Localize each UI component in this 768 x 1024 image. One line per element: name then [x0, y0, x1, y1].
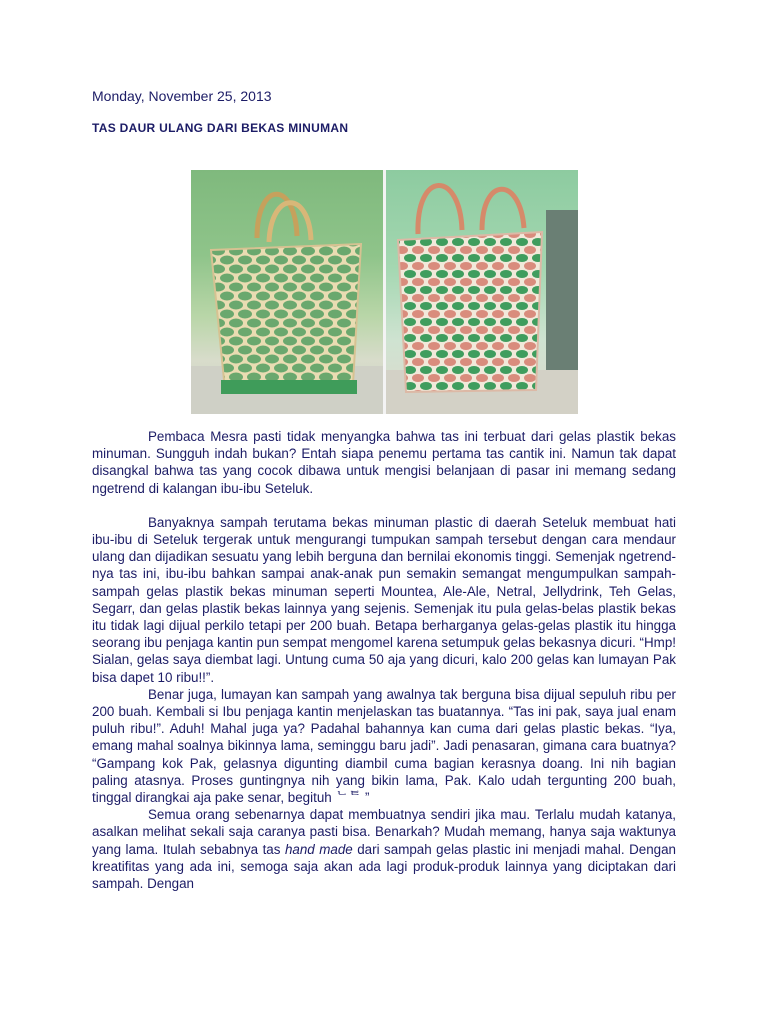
post-date: Monday, November 25, 2013 [92, 88, 272, 104]
article-body [92, 428, 676, 892]
paragraph-2: Banyaknya sampah terutama bekas minuman plastic di daerah Seteluk membuat hati ibu-ibu di Seteluk tergerak untuk mengurangi tumpukan sampah tersebut dengan cara mendaur ulang dan dijadikan sesuatu yang lebih berguna dan bernilai ekonomis tinggi. Semenjak ngetrend-nya tas ini, ibu-ibu bahkan sampai anak-anak pun semakin semangat mengumpulkan sampah-sampah gelas plastik bekas minuman seperti Mountea, Ale-Ale, Netral, Jellydrink, Teh Gelas, Segarr, dan gelas plastik bekas lainnya yang sejenis. Semenjak itu pula gelas-belas plastik bekas itu tidak lagi dijual perkilo tetapi per 200 buah. Betapa berharganya gelas-gelas plastik itu hingga seorang ibu penjaga kantin pun sempat mengomel karena setumpuk gelas bekasnya dicuri. “Hmp! Sialan, gelas saya diembat lagi. Untung cuma 50 aja yang dicuri, kalo 200 gelas kan lumayan Pak bisa dapet 10 ribu!!”. [92, 514, 676, 685]
paragraph-3: Benar juga, lumayan kan sampah yang awalnya tak berguna bisa dijual sepuluh ribu per 200 buah. Kembali si Ibu penjaga kantin menjelaskan tas buatannya. “Tas ini pak, saya jual enam puluh ribu!”. Aduh! Mahal juga ya? Padahal bahannya kan cuma dari gelas plastic bekas. “Iya, emang mahal soalnya bikinnya lama, seminggu baru jadi”. Jadi penasaran, gimana cara buatnya? “Gampang kok Pak, gelasnya digunting diambil cuma bagian kerasnya doang. Ini nih bagian paling atasnya. Proses guntingnya nih yang bikin lama, Pak. Kalo udah tergunting 200 buah, tinggal dirangkai aja pake senar, begituh ᄂᄐ ” [92, 686, 676, 806]
recycled-bags-photo [191, 170, 578, 414]
paragraph-4-text-a: Semua orang sebenarnya dapat membuatnya sendiri jika mau. Terlalu mudah katanya, asalkan melihat sekali saja caranya pasti bisa. Benarkah? Mudah memang, hanya saja waktunya yang lama. Itulah sebabnya tas [92, 807, 676, 857]
paragraph-4-italic: hand made [284, 841, 353, 857]
post-title: TAS DAUR ULANG DARI BEKAS MINUMAN [92, 121, 349, 135]
blog-post [92, 88, 676, 892]
paragraph-4 [92, 806, 676, 892]
woven-bag-right-image [386, 170, 578, 414]
paragraph-4-text-b: dari sampah gelas plastic ini menjadi mahal. Dengan kreatifitas yang ada ini, semoga saja akan ada lagi produk-produk lainnya yang diciptakan dari sampah. Dengan [92, 841, 676, 892]
woven-bag-left-image [191, 170, 383, 414]
paragraph-1: Pembaca Mesra pasti tidak menyangka bahwa tas ini terbuat dari gelas plastik bekas minuman. Sungguh indah bukan? Entah siapa penemu pertama tas cantik ini. Namun tak dapat disangkal bahwa tas yang cocok dibawa untuk mengisi belanjaan di pasar ini memang sedang ngetrend di kalangan ibu-ibu Seteluk. [92, 429, 676, 496]
photo-right-panel [386, 170, 578, 414]
photo-left-panel [191, 170, 383, 414]
